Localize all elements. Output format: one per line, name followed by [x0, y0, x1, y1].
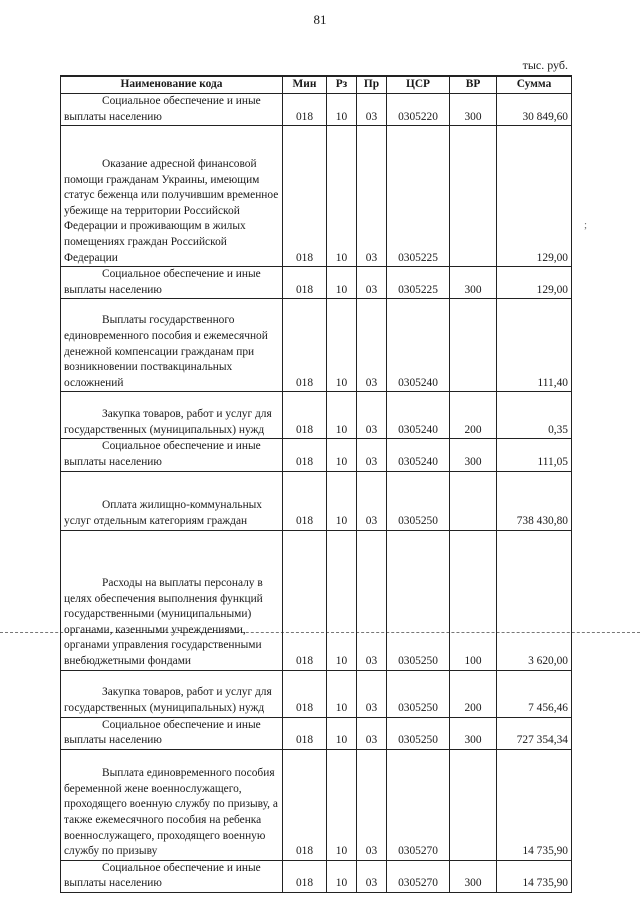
table-row — [61, 530, 572, 670]
row-min: 018 — [283, 126, 327, 267]
table-row — [61, 471, 572, 530]
row-csr: 0305250 — [387, 717, 450, 749]
row-sum: 129,00 — [497, 267, 572, 299]
row-pr: 03 — [357, 267, 387, 299]
row-csr: 0305270 — [387, 749, 450, 860]
table-row — [61, 299, 572, 392]
row-rz: 10 — [327, 749, 357, 860]
row-name: Закупка товаров, работ и услуг для государственных (муниципальных) нужд — [61, 392, 283, 439]
row-sum: 738 430,80 — [497, 471, 572, 530]
row-rz: 10 — [327, 670, 357, 717]
row-name: Социальное обеспечение и иные выплаты населению — [61, 860, 283, 892]
header-rz: Рз — [327, 76, 357, 94]
row-csr: 0305240 — [387, 392, 450, 439]
header-sum: Сумма — [497, 76, 572, 94]
row-vr: 300 — [450, 439, 497, 471]
row-min: 018 — [283, 860, 327, 892]
table-row — [61, 717, 572, 749]
row-sum: 111,05 — [497, 439, 572, 471]
header-min: Мин — [283, 76, 327, 94]
row-pr: 03 — [357, 392, 387, 439]
header-csr: ЦСР — [387, 76, 450, 94]
row-rz: 10 — [327, 392, 357, 439]
row-rz: 10 — [327, 94, 357, 126]
row-csr: 0305225 — [387, 126, 450, 267]
row-pr: 03 — [357, 126, 387, 267]
page-number: 81 — [313, 12, 327, 27]
row-csr: 0305250 — [387, 530, 450, 670]
row-pr: 03 — [357, 299, 387, 392]
row-vr: 300 — [450, 717, 497, 749]
row-csr: 0305250 — [387, 670, 450, 717]
table-row — [61, 860, 572, 892]
budget-table — [60, 75, 572, 893]
row-sum: 30 849,60 — [497, 94, 572, 126]
row-rz: 10 — [327, 299, 357, 392]
row-rz: 10 — [327, 267, 357, 299]
row-pr: 03 — [357, 471, 387, 530]
row-vr: 200 — [450, 392, 497, 439]
row-name: Оказание адресной финансовой помощи гражданам Украины, имеющим статус беженца или получившим временное убежище на территории Российской Федерации и проживающим в жилых помещениях граждан Российской Федерации — [61, 126, 283, 267]
row-min: 018 — [283, 670, 327, 717]
row-min: 018 — [283, 749, 327, 860]
scan-edge-mark: ; — [584, 219, 588, 231]
row-csr: 0305240 — [387, 299, 450, 392]
header-vr: ВР — [450, 76, 497, 94]
row-min: 018 — [283, 717, 327, 749]
row-name: Социальное обеспечение и иные выплаты населению — [61, 717, 283, 749]
row-name: Выплата единовременного пособия беременной жене военнослужащего, проходящего военную службу по призыву, а также ежемесячного пособия на ребенка военнослужащего, проходящего военную службу по призыву — [61, 749, 283, 860]
row-vr: 300 — [450, 860, 497, 892]
row-min: 018 — [283, 392, 327, 439]
header-name: Наименование кода — [61, 76, 283, 94]
row-sum: 14 735,90 — [497, 749, 572, 860]
row-vr: 300 — [450, 267, 497, 299]
row-name: Социальное обеспечение и иные выплаты населению — [61, 267, 283, 299]
row-sum: 14 735,90 — [497, 860, 572, 892]
row-min: 018 — [283, 471, 327, 530]
row-sum: 7 456,46 — [497, 670, 572, 717]
row-name: Социальное обеспечение и иные выплаты населению — [61, 439, 283, 471]
row-csr: 0305220 — [387, 94, 450, 126]
row-sum: 129,00 — [497, 126, 572, 267]
table-row — [61, 126, 572, 267]
header-pr: Пр — [357, 76, 387, 94]
row-rz: 10 — [327, 471, 357, 530]
row-sum: 111,40 — [497, 299, 572, 392]
table-row — [61, 392, 572, 439]
row-csr: 0305240 — [387, 439, 450, 471]
row-sum: 727 354,34 — [497, 717, 572, 749]
row-vr: 100 — [450, 530, 497, 670]
table-row — [61, 267, 572, 299]
row-min: 018 — [283, 94, 327, 126]
row-rz: 10 — [327, 860, 357, 892]
unit-label: тыс. руб. — [522, 58, 568, 72]
table-row — [61, 670, 572, 717]
row-rz: 10 — [327, 126, 357, 267]
row-csr: 0305270 — [387, 860, 450, 892]
row-vr — [450, 299, 497, 392]
row-name: Расходы на выплаты персоналу в целях обеспечения выполнения функций государственными (муниципальными) органами, казенными учреждениями, органами управления государственными внебюджетными фондами — [61, 530, 283, 670]
row-min: 018 — [283, 267, 327, 299]
row-vr: 200 — [450, 670, 497, 717]
row-min: 018 — [283, 439, 327, 471]
row-rz: 10 — [327, 717, 357, 749]
row-vr — [450, 471, 497, 530]
table-row — [61, 94, 572, 126]
table-header-row — [61, 76, 572, 94]
row-min: 018 — [283, 299, 327, 392]
row-vr — [450, 749, 497, 860]
row-rz: 10 — [327, 439, 357, 471]
row-pr: 03 — [357, 749, 387, 860]
row-csr: 0305225 — [387, 267, 450, 299]
row-rz: 10 — [327, 530, 357, 670]
row-pr: 03 — [357, 670, 387, 717]
row-pr: 03 — [357, 94, 387, 126]
row-name: Социальное обеспечение и иные выплаты населению — [61, 94, 283, 126]
row-pr: 03 — [357, 530, 387, 670]
row-sum: 0,35 — [497, 392, 572, 439]
row-pr: 03 — [357, 860, 387, 892]
row-min: 018 — [283, 530, 327, 670]
row-vr: 300 — [450, 94, 497, 126]
row-name: Закупка товаров, работ и услуг для государственных (муниципальных) нужд — [61, 670, 283, 717]
row-csr: 0305250 — [387, 471, 450, 530]
row-vr — [450, 126, 497, 267]
table-row — [61, 749, 572, 860]
row-pr: 03 — [357, 439, 387, 471]
row-pr: 03 — [357, 717, 387, 749]
row-sum: 3 620,00 — [497, 530, 572, 670]
row-name: Оплата жилищно-коммунальных услуг отдельным категориям граждан — [61, 471, 283, 530]
row-name: Выплаты государственного единовременного пособия и ежемесячной денежной компенсации гражданам при возникновении поствакцинальных осложнений — [61, 299, 283, 392]
table-row — [61, 439, 572, 471]
